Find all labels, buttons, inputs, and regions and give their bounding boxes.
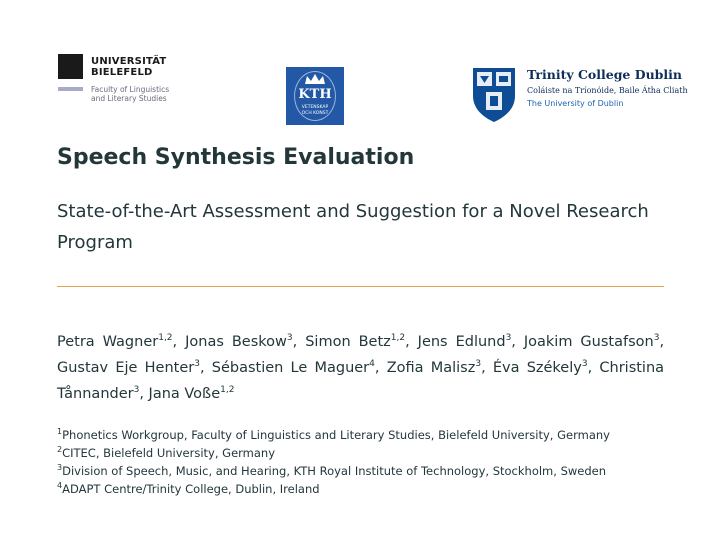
tcd-irish-name: Coláiste na Tríonóide, Baile Átha Cliath xyxy=(527,86,688,95)
author-item xyxy=(57,360,200,376)
author-item xyxy=(387,360,481,376)
author-affiliation-marker: 1,2 xyxy=(390,333,406,344)
affiliation-item xyxy=(57,444,677,462)
author-affiliation-marker: 3 xyxy=(133,385,140,396)
author-item xyxy=(212,360,375,376)
tcd-name: Trinity College Dublin xyxy=(527,67,682,82)
author-affiliation-marker: 3 xyxy=(581,359,588,370)
kth-logo xyxy=(286,67,344,125)
author-name: Sébastien Le Maguer xyxy=(211,360,370,376)
affiliation-item xyxy=(57,480,677,498)
author-affiliation-marker: 3 xyxy=(194,359,200,370)
author-item xyxy=(185,334,293,350)
author-list: Petra Wagner$^{1,2}$, Jonas Beskow$^3$, Simon Betz$^{1,2}$, Jens Edlund$^3$, Joakim Gustafson$^3$, Gustav Eje Henter$^3$, Sébastien Le Maguer$^4$, Zofia Malisz$^3$, Éva Székely$^3$, Christina Tånnander$^3$, Jana Voße$^{1,2}$ xyxy=(57,333,665,402)
author-affiliation-marker: 3 xyxy=(653,333,660,344)
affiliation-item xyxy=(57,462,677,480)
author-affiliation-marker: 3 xyxy=(475,359,482,370)
author-affiliation-marker: 1,2 xyxy=(158,333,173,344)
divider xyxy=(57,286,664,287)
kth-sub: VETENSKAP OCH KONST xyxy=(301,105,329,116)
author-name: Petra Wagner xyxy=(57,334,159,350)
author-name: Zofia Malisz xyxy=(386,360,476,376)
author-item xyxy=(57,334,173,350)
author-name: Jens Edlund xyxy=(417,334,506,350)
bielefeld-faculty: Faculty of Linguistics and Literary Studies xyxy=(91,85,170,103)
author-name: Jonas Beskow xyxy=(185,334,287,350)
author-name: Simon Betz xyxy=(305,334,391,350)
affiliation-list xyxy=(57,426,677,498)
page-subtitle: State-of-the-Art Assessment and Suggestion for a Novel Research Program xyxy=(57,201,649,253)
kth-name: KTH xyxy=(298,87,332,102)
author-affiliation-marker: 1,2 xyxy=(220,385,235,396)
kth-crown-icon xyxy=(303,73,327,85)
author-name: Christina Tånnander xyxy=(57,360,665,402)
affiliation-number: 3 xyxy=(57,463,63,473)
author-item xyxy=(524,334,660,350)
affiliation-number: 1 xyxy=(57,427,63,437)
affiliation-item xyxy=(57,426,677,444)
affiliation-text: Phonetics Workgroup, Faculty of Linguistics and Literary Studies, Bielefeld University, Germany xyxy=(62,428,610,442)
author-affiliation-marker: 3 xyxy=(286,333,293,344)
author-item xyxy=(305,334,405,350)
bielefeld-logo xyxy=(58,54,188,104)
author-name: Joakim Gustafson xyxy=(523,334,654,350)
affiliation-number: 2 xyxy=(57,445,63,455)
affiliation-text: CITEC, Bielefeld University, Germany xyxy=(62,446,276,460)
affiliation-text: Division of Speech, Music, and Hearing, KTH Royal Institute of Technology, Stockholm, Sweden xyxy=(62,464,607,478)
author-item xyxy=(418,334,512,350)
author-name: Gustav Eje Henter xyxy=(57,360,195,376)
author-item xyxy=(149,386,235,402)
tcd-shield-icon xyxy=(471,66,517,124)
page-title: Speech Synthesis Evaluation xyxy=(57,145,415,170)
affiliation-text: ADAPT Centre/Trinity College, Dublin, Ireland xyxy=(62,482,320,496)
author-affiliation-marker: 4 xyxy=(369,359,375,370)
bielefeld-name: UNIVERSITÄT BIELEFELD xyxy=(91,56,167,78)
bielefeld-square-icon xyxy=(58,54,83,79)
author-item xyxy=(493,360,588,376)
tcd-subtitle: The University of Dublin xyxy=(527,99,624,108)
affiliation-number: 4 xyxy=(57,481,63,491)
author-affiliation-marker: 3 xyxy=(505,333,512,344)
bielefeld-bar-icon xyxy=(58,87,83,91)
author-name: Jana Voße xyxy=(148,386,221,402)
author-name: Éva Székely xyxy=(492,360,582,376)
tcd-logo xyxy=(471,66,691,126)
